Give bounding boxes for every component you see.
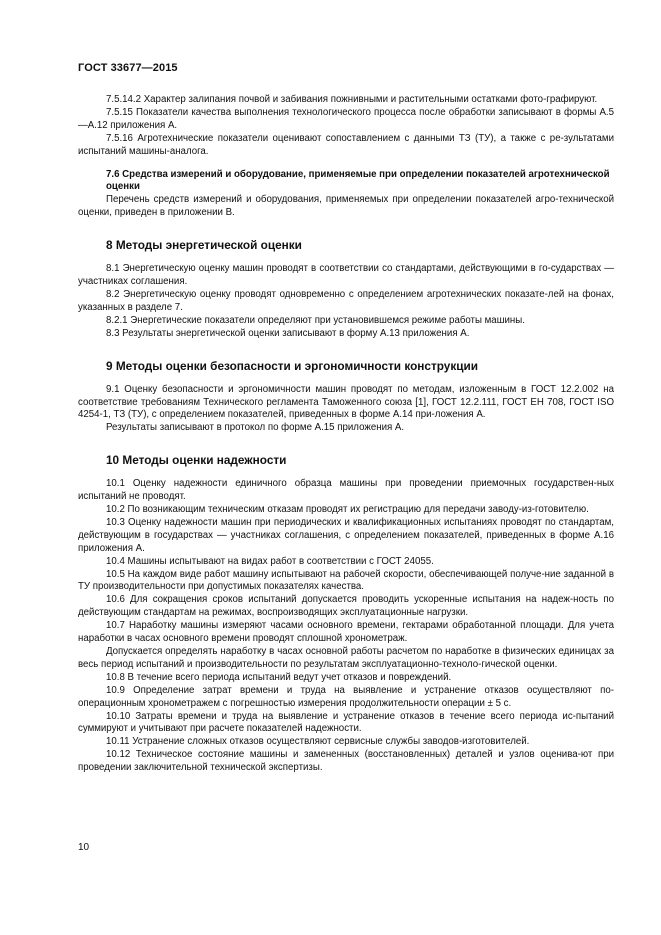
paragraph-10-2: 10.2 По возникающим техническим отказам проводят их регистрацию для передачи заводу-из-готовителю. [106,504,589,516]
paragraph-10-7-note: Допускается определять наработку в часах основной работы расчетом по наработке в физических единицах за весь период испытаний и производительности по результатам эксплуатационно-техноло-гической оценки. [78,646,614,670]
document-header: ГОСТ 33677—2015 [78,62,178,74]
subsection-7-6-title: 7.6 Средства измерений и оборудование, применяемые при определении показателей агротехнической оценки [106,168,610,193]
paragraph-9-results: Результаты записывают в протокол по форме А.15 приложения А. [106,422,405,434]
paragraph-10-6: 10.6 Для сокращения сроков испытаний допускается проводить ускоренные испытания на надеж-ность по действующим стандартам на режимах, воспроизводящих эксплуатационные нагрузки. [78,594,614,619]
section-9-heading: 9 Методы оценки безопасности и эргономичности конструкции [106,358,479,373]
page-number: 10 [78,842,90,853]
paragraph-10-4: 10.4 Машины испытывают на видах работ в соответствии с ГОСТ 24055. [106,555,434,567]
paragraph-10-3: 10.3 Оценку надежности машин при периодических и квалификационных испытаниях проводят по стандартам, действующим в государствах — участниках соглашения, с определением показателей, приведенных в форме А.16 приложения А. [78,516,614,554]
paragraph-8-1: 8.1 Энергетическую оценку машин проводят в соответствии со стандартами, действующими в го-сударствах — участниках соглашения. [78,263,614,288]
paragraph-7-5-16: 7.5.16 Агротехнические показатели оценивают сопоставлением с данными ТЗ (ТУ), а также с ре-зультатами испытаний машины-аналога. [78,132,614,157]
paragraph-10-7: 10.7 Наработку машины измеряют часами основного времени, гектарами обработанной площади. Для учета наработки в часах основного времени проводят сплошной хронометраж. [78,620,614,645]
section-10-heading: 10 Методы оценки надежности [106,453,287,468]
paragraph-8-2-1: 8.2.1 Энергетические показатели определяют при установившемся режиме работы машины. [106,314,525,326]
paragraph-10-5: 10.5 На каждом виде работ машину испытывают на рабочей скорости, обеспечивающей получе-ние заданной в ТУ производительности при допустимых показателях качества. [78,568,614,593]
paragraph-10-9: 10.9 Определение затрат времени и труда на выявление и устранение отказов осуществляют по-операционным хронометражем с погрешностью измерения продолжительности операции ± 5 с. [78,684,614,709]
paragraph-9-1: 9.1 Оценку безопасности и эргономичности машин проводят по методам, изложенным в ГОСТ 12.2.002 на соответствие требованиям Технического регламента Таможенного союза [1], ГОСТ 12.2.111, ГОСТ ЕН 708, ГОСТ ISO 4254-1, ТЗ (ТУ), с определением показателей, приведенных в форме А.14 при-ложения А. [78,383,614,421]
paragraph-8-2: 8.2 Энергетическую оценку проводят одновременно с определением агротехнических показате-лей на фонах, указанных в разделе 7. [78,288,614,313]
section-8-heading: 8 Методы энергетической оценки [106,238,302,253]
paragraph-10-8: 10.8 В течение всего периода испытаний ведут учет отказов и повреждений. [106,671,452,683]
subsection-7-6-text: Перечень средств измерений и оборудования, применяемых при определении показателей агро-технической оценки, приведен в приложении В. [78,194,614,219]
paragraph-10-1: 10.1 Оценку надежности единичного образца машины при проведении приемочных государствен-ных испытаний не проводят. [78,478,614,503]
document-body [78,94,614,775]
paragraph-7-5-14-2: 7.5.14.2 Характер залипания почвой и забивания пожнивными и растительными остатками фото-графируют. [106,94,598,105]
paragraph-10-12: 10.12 Техническое состояние машины и замененных (восстановленных) деталей и узлов оценива-ют при проведении заключительной технической экспертизы. [78,749,614,774]
paragraph-7-5-15: 7.5.15 Показатели качества выполнения технологического процесса после обработки записывают в формы А.5—А.12 приложения А. [78,106,614,131]
paragraph-10-10: 10.10 Затраты времени и труда на выявление и устранение отказов в течение всего периода ис-пытаний суммируют и учитывают при расчете показателей надежности. [78,710,614,735]
paragraph-8-3: 8.3 Результаты энергетической оценки записывают в форму А.13 приложения А. [106,327,470,339]
paragraph-10-11: 10.11 Устранение сложных отказов осуществляют сервисные службы заводов-изготовителей. [106,736,530,748]
